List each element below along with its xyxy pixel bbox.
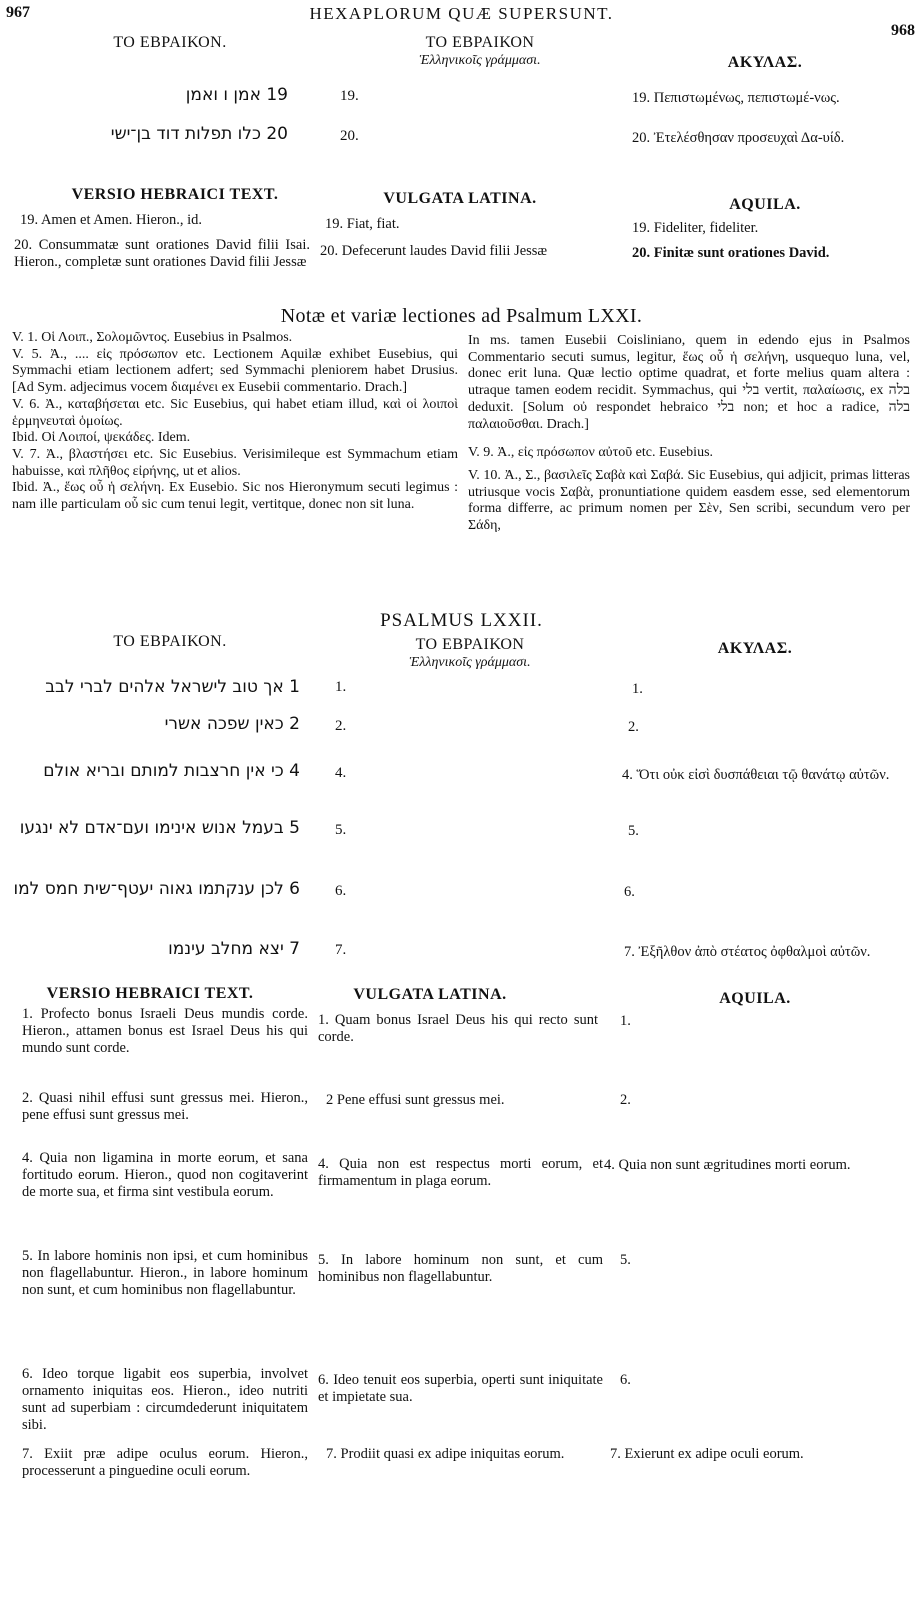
psalm-hebrew-5: 5 בעמל אנוש אינימו ועם־אדם לא ינגעו: [19, 818, 300, 838]
versio2-col1-title: VERSIO HEBRAICI TEXT.: [46, 985, 254, 1002]
translit-verse-19: 19.: [340, 88, 359, 104]
aquila-greek-verse-19: 19. Πεπιστωμένως, πεπιστωμέ-νως.: [632, 90, 840, 106]
versio2-hebraic-6: 6. Ideo torque ligabit eos superbia, involvet ornamento iniquitas eos. Hieron., ideo nutriti sunt ad superbiam : circumdederunt iniquitatem sibi.: [22, 1366, 308, 1433]
versio2-aquila-2: 2.: [620, 1092, 631, 1108]
versio2-vulgata-7: 7. Prodiit quasi ex adipe iniquitas eorum.: [326, 1446, 565, 1462]
psalm-aquila-7: 7. Ἐξῆλθον ἀπὸ στέατος ὀφθαλμοὶ αὐτῶν.: [624, 944, 871, 960]
top-col3-title: ΑΚΥΛΑΣ.: [727, 54, 803, 71]
versio2-col2-title: VULGATA LATINA.: [353, 986, 507, 1003]
note-v6-ibid: Ibid. Οἱ Λοιποί, ψεκάδες. Idem.: [12, 430, 191, 446]
psalm-col1-title: ΤΟ ΕΒΡΑΙΚΟΝ.: [113, 633, 227, 650]
versio2-hebraic-5: 5. In labore hominis non ipsi, et cum hominibus non flagellabuntur. Hieron., in labore hominum non sunt, et cum hominibus non flagellabuntur.: [22, 1248, 308, 1298]
note-ms-coislinianus: In ms. tamen Eusebii Coisliniano, quem in edendo ejus in Psalmos Commentario secuti sumus, legitur, ἕως οὗ ἡ σελήνη, usquequo luna, vel, donec erit luna. Quæ lectio optime quadrat, et forte melius quam altera : utraque tamen eodem recidit. Symmachus, qui בלי vertit, παλαίωσις, ex בלה deduxit. [Solum οὐ respondet hebraico בלי non; et hoc a radice, בלה παλαιοῦσθαι. Drach.]: [468, 333, 911, 432]
aquila-greek-verse-20: 20. Ἐτελέσθησαν προσευχαὶ Δα-υίδ.: [632, 130, 845, 146]
left-page-number: 967: [6, 4, 30, 21]
versio2-vulgata-4: 4. Quia non est respectus morti eorum, et firmamentum in plaga eorum.: [318, 1156, 603, 1189]
psalm-col3-title: ΑΚΥΛΑΣ.: [717, 640, 793, 657]
versio2-aquila-1: 1.: [620, 1013, 631, 1029]
note-v5: V. 5. Ἀ., .... εἰς πρόσωπον etc. Lectionem Aquilæ exhibet Eusebius, qui Symmachi etiam lectionem adfert; sed Symmachi pleniorem habet Drusius. [Ad Sym. adjecimus vocem διαμένει ex Eusebii commentario. Drach.]: [12, 346, 458, 396]
versio2-hebraic-2: 2. Quasi nihil effusi sunt gressus mei. Hieron., pene effusi sunt gressus mei.: [22, 1090, 308, 1123]
psalm-translit-6: 6.: [335, 883, 347, 899]
psalm-translit-5: 5.: [335, 822, 347, 838]
psalm-hebrew-2: 2 כאין שפכה אשרי: [164, 714, 300, 734]
versio2-aquila-5: 5.: [620, 1252, 631, 1268]
psalm-title: PSALMUS LXXII.: [380, 610, 543, 631]
note-v10: V. 10. Ἀ., Σ., βασιλεῖς Σαβὰ καὶ Σαβά. Sic Eusebius, qui adjicit, primas litteras utriusque vocis Σαβὰ, pronuntiatione quidem easdem esse, sed elementorum forma differre, ac primum nomen per Σὲν, Sen scribi, secundum vero per Σάδη,: [468, 467, 910, 534]
versio1-aquila-20: 20. Finitæ sunt orationes David.: [632, 245, 830, 261]
psalm-aquila-6: 6.: [624, 884, 635, 900]
translit-verse-20: 20.: [340, 128, 359, 144]
psalm-aquila-1: 1.: [632, 681, 643, 697]
versio1-hebraic-20: 20. Consummatæ sunt orationes David filii Isai. Hieron., completæ sunt orationes David filii Jessæ: [14, 237, 310, 270]
right-page-number: 968: [891, 22, 915, 39]
hebrew-verse-20: 20 כלו תפלות דוד בן־ישי: [110, 124, 288, 144]
versio1-col1-title: VERSIO HEBRAICI TEXT.: [71, 186, 279, 203]
versio2-hebraic-7: 7. Exiit præ adipe oculus eorum. Hieron., processerunt a pinguedine oculi eorum.: [22, 1446, 308, 1479]
versio2-aquila-4: 4. Quia non sunt ægritudines morti eorum.: [604, 1157, 851, 1173]
psalm-hebrew-7: 7 יצא מחלב עינמו: [168, 939, 300, 959]
versio2-hebraic-4: 4. Quia non ligamina in morte eorum, et sana fortitudo eorum. Hieron., quod non cogitaverint de morte sua, et firma sint vestibula eorum.: [22, 1150, 308, 1200]
versio1-vulgata-20: 20. Defecerunt laudes David filii Jessæ: [320, 243, 548, 259]
psalm-translit-4: 4.: [335, 765, 347, 781]
psalm-aquila-5: 5.: [628, 823, 639, 839]
running-title: HEXAPLORUM QUÆ SUPERSUNT.: [309, 4, 614, 23]
hebrew-verse-19: 19 אמן ו ואמן: [185, 85, 288, 105]
psalm-translit-1: 1.: [335, 679, 347, 695]
versio2-vulgata-2: 2 Pene effusi sunt gressus mei.: [326, 1092, 505, 1108]
note-v7-ibid: Ibid. Ἀ., ἕως οὗ ἡ σελήνη. Ex Eusebio. Sic nos Hieronymum secuti legimus : nam ille particulam οὗ sic cum tenui legit, vertitque, donec non sit luna.: [12, 480, 458, 513]
psalm-hebrew-6: 6 לכן ענקתמו גאוה יעטף־שית חמס למו: [13, 879, 300, 899]
psalm-aquila-2: 2.: [628, 719, 639, 735]
psalm-col2-title: ΤΟ ΕΒΡΑΙΚΟΝ: [415, 636, 525, 653]
versio2-hebraic-1: 1. Profecto bonus Israeli Deus mundis corde. Hieron., attamen bonus est Israel Deus his qui mundo sunt corde.: [22, 1006, 308, 1056]
psalm-translit-2: 2.: [335, 718, 347, 734]
top-col2-subtitle: Ἑλληνικοῖς γράμμασι.: [419, 53, 541, 68]
versio1-vulgata-19: 19. Fiat, fiat.: [325, 216, 400, 232]
versio2-aquila-7: 7. Exierunt ex adipe oculi eorum.: [610, 1446, 804, 1462]
notes-right-column: [468, 333, 910, 535]
versio2-vulgata-6: 6. Ideo tenuit eos superbia, operti sunt iniquitate et impietate sua.: [318, 1372, 603, 1405]
psalm-hebrew-1: 1 אך טוב לישראל אלהים לברי לבב: [45, 677, 300, 697]
psalm-col2-subtitle: Ἑλληνικοῖς γράμμασι.: [409, 655, 531, 670]
note-v9: V. 9. Ἀ., εἰς πρόσωπον αὐτοῦ etc. Eusebius.: [468, 445, 714, 461]
psalm-translit-7: 7.: [335, 942, 347, 958]
notes-title: Notæ et variæ lectiones ad Psalmum LXXI.: [280, 305, 643, 327]
versio2-vulgata-1: 1. Quam bonus Israel Deus his qui recto sunt corde.: [318, 1012, 598, 1045]
versio2-col3-title: AQUILA.: [719, 990, 791, 1007]
top-col1-title: ΤΟ ΕΒΡΑΙΚΟΝ.: [113, 34, 227, 51]
psalm-hebrew-4: 4 כי אין חרצבות למותם ובריא אולם: [43, 761, 300, 781]
versio1-hebraic-19: 19. Amen et Amen. Hieron., id.: [20, 212, 203, 228]
note-v6: V. 6. Ἀ., καταβήσεται etc. Sic Eusebius, qui habet etiam illud, καὶ οἱ λοιποὶ ἑρμηνευταὶ ὁμοίως.: [12, 396, 458, 429]
versio1-aquila-19: 19. Fideliter, fideliter.: [632, 220, 759, 236]
versio2-aquila-6: 6.: [620, 1372, 631, 1388]
versio1-col2-title: VULGATA LATINA.: [383, 190, 537, 207]
note-v1: V. 1. Οἱ Λοιπ., Σολομῶντος. Eusebius in Psalmos.: [12, 330, 293, 345]
note-v7: V. 7. Ἀ., βλαστήσει etc. Sic Eusebius. Verisimileque est Symmachum etiam habuisse, καὶ πλῆθος εἰρήνης, ut et alios.: [12, 446, 458, 479]
versio2-vulgata-5: 5. In labore hominum non sunt, et cum hominibus non flagellabuntur.: [318, 1252, 603, 1285]
top-col2-title: ΤΟ ΕΒΡΑΙΚΟΝ: [425, 34, 535, 51]
versio1-col3-title: AQUILA.: [729, 196, 801, 213]
psalm-aquila-4: 4. Ὅτι οὐκ εἰσὶ δυσπάθειαι τῷ θανάτῳ αὐτῶν.: [622, 767, 890, 783]
notes-left-column: [12, 330, 458, 514]
